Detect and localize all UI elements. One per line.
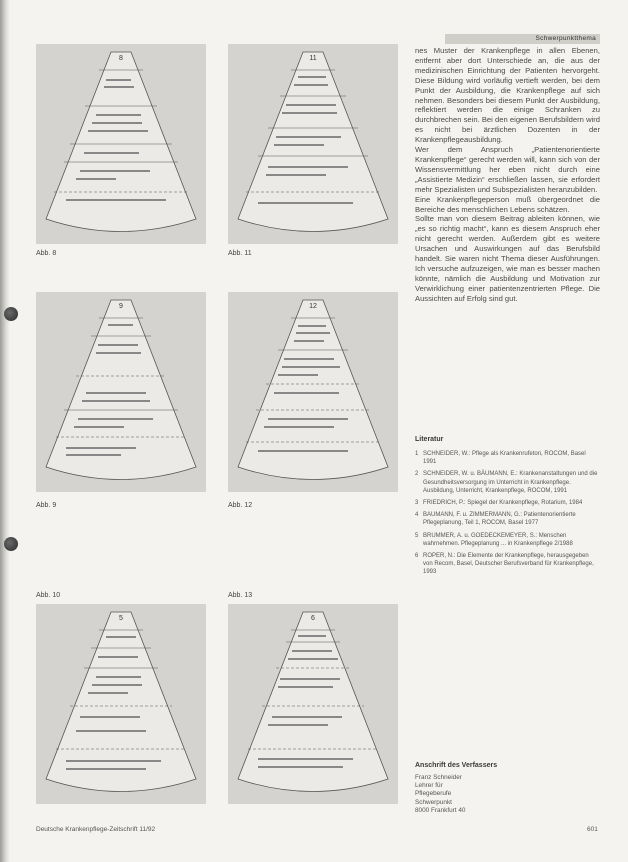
figure-number: 6: [311, 615, 315, 622]
page-number: 601: [587, 826, 598, 833]
figure-panel: [228, 604, 398, 804]
journal-footer: Deutsche Krankenpflege-Zeitschrift 11/92: [36, 826, 156, 833]
pyramid-diagram: [36, 604, 206, 804]
figure-caption: Abb. 13: [228, 592, 253, 599]
article-text: [415, 46, 600, 304]
figure-panel: [36, 604, 206, 804]
list-item: 2 SCHNEIDER, W. u. BÄUMANN, E.: Krankenanstaltungen und die Gesundheitsversorgung im Unterricht in Krankenpflege. Ausbildung, Unterricht, Krankenpflege, ROCOM, 1991: [415, 471, 598, 494]
pyramid-diagram: [228, 604, 398, 804]
pyramid-diagram: [228, 44, 398, 244]
figure-panel: [228, 292, 398, 492]
paragraph: nes Muster der Krankenpflege in allen Ebenen, entfernt aber dort Unterschiede an, die aus der medizinischen Einrichtung der Patienten hervorgeht. Diese Bildung wird vorläufig vertieft werden, bei dem Punkt der Ausbildung, die Krankenpflege auf sich nehmen. Besonders bei diesem Punkt der Ausbildung, reflektiert werden die einige Schranken zu durchbrechen sein. Bei den eigenen Berufsbildern wird es nicht bei ärztlichen Dozenten in der Krankenpflegeausbildung.: [415, 46, 600, 145]
figure-number: 8: [119, 55, 123, 62]
figure-caption: Abb. 9: [36, 502, 57, 509]
figure-caption: Abb. 8: [36, 250, 57, 257]
address-heading: Anschrift des Verfassers: [415, 762, 498, 769]
list-item: 5 BRUMMER, A. u. GOEDECKEMEYER, S.: Menschen wahrnehmen. Pflegeplanung ... in Krankenpflege 2/1988: [415, 532, 573, 547]
pyramid-diagram: [36, 292, 206, 492]
figure-number: 5: [119, 615, 123, 622]
scan-edge-shadow: [0, 0, 10, 862]
list-item: 6 ROPER, N.: Die Elemente der Krankenpflege, herausgegeben von Recom, Basel, Deutscher Berufsverband für Krankenpflege, 1993: [415, 553, 594, 576]
punch-hole: [4, 537, 18, 551]
author-address: Franz Schneider Lehrer für Pflegeberufe Schwerpunkt 8000 Frankfurt 40: [415, 774, 466, 814]
pyramid-diagram: [36, 44, 206, 244]
figure-panel: [228, 44, 398, 244]
figure-number: 11: [309, 55, 317, 62]
figure-number: 9: [119, 303, 123, 310]
paragraph: Eine Krankenpflegeperson muß übergeordnet die Bereiche des menschlichen Lebens schätzen.: [415, 194, 600, 214]
paragraph: Wer dem Anspruch „Patientenorientierte Krankenpflege“ gerecht werden will, kann sich von der Wissensvermittlung her eben nicht durch eine „Assistierte Medizin“ erschließen lassen, sie erfordert mehr Spezialisten und Subspezialisten heranzubilden.: [415, 145, 600, 194]
figure-panel: [36, 44, 206, 244]
figure-caption: Abb. 10: [36, 592, 61, 599]
section-tab: Schwerpunktthema: [445, 34, 600, 44]
figure-caption: Abb. 11: [228, 250, 252, 257]
list-item: 4 BAUMANN, F. u. ZIMMERMANN, G.: Patientenorientierte Pflegeplanung, Teil 1, ROCOM, Basel 1977: [415, 512, 576, 527]
punch-hole: [4, 307, 18, 321]
list-item: 1 SCHNEIDER, W.: Pflege als Krankenrufeton, ROCOM, Basel 1991: [415, 451, 586, 466]
list-item: 3 FRIEDRICH, P.: Spiegel der Krankenpflege, Rotarium, 1984: [415, 500, 583, 507]
figure-number: 12: [309, 303, 317, 310]
pyramid-diagram: [228, 292, 398, 492]
figure-panel: [36, 292, 206, 492]
figure-caption: Abb. 12: [228, 502, 253, 509]
paragraph: Sollte man von diesem Beitrag ableiten können, wie „es so richtig macht“, kann es diesem Anspruch eher nicht gerecht werden. Außerdem gibt es weitere Ursachen und Auswirkungen auf das Berufsbild handelt. Sie waren nicht Thema dieser Ausführungen. Ich versuche aufzuzeigen, wie man es besser machen könnte, nämlich die Ausbildung und Motivation zur Verwirklichung einer patientenzentrierten Pflege. Die Aussichten auf Erfolg sind gut.: [415, 214, 600, 303]
literature-heading: Literatur: [415, 436, 444, 443]
literature-list: [415, 450, 600, 581]
